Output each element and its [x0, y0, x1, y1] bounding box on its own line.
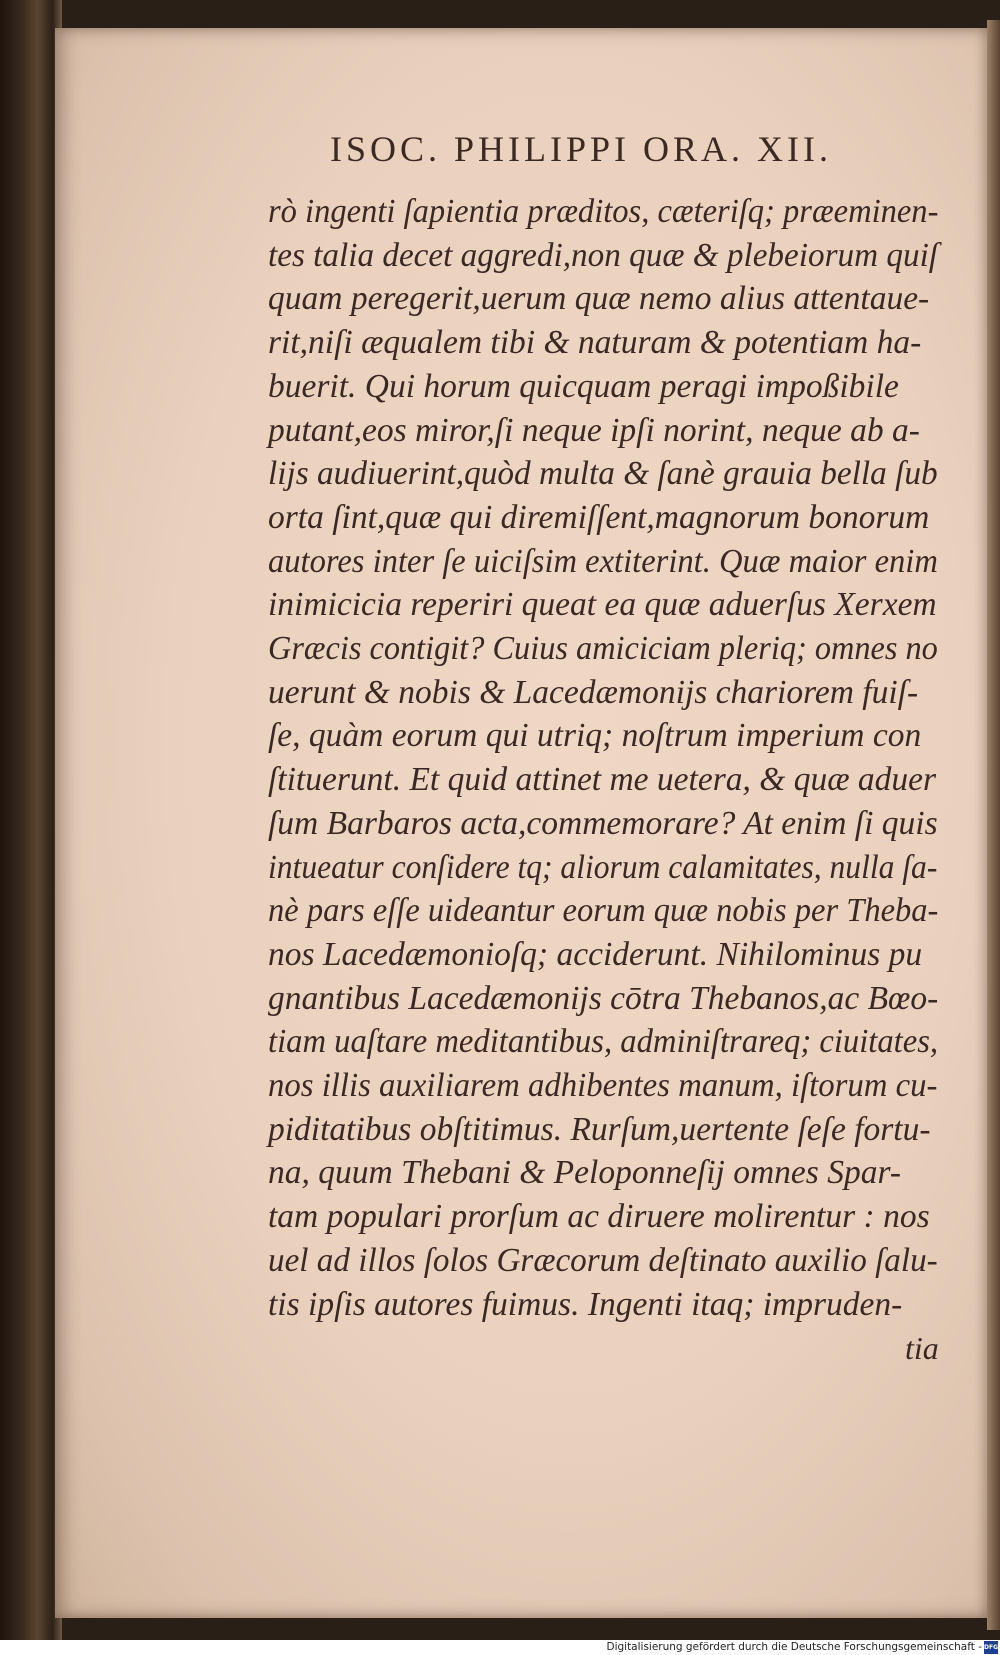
text-line: intueatur conſidere tq; aliorum calamitates, nulla ſa- — [268, 848, 938, 886]
text-line: orta ſint,quæ qui diremiſſent,magnorum bonorum — [268, 498, 930, 536]
text-line: tiam uaſtare meditantibus, adminiſtrareq; ciuitates, — [268, 1023, 939, 1061]
text-line: putant,eos miror,ſi neque ipſi norint, neque ab a- — [268, 411, 920, 449]
page-edge — [987, 20, 1000, 1630]
text-line: nos illis auxiliarem adhibentes manum, iſtorum cu- — [268, 1067, 938, 1105]
text-line: ſtituerunt. Et quid attinet me uetera, & quæ aduer — [268, 761, 937, 799]
text-line: lijs audiuerint,quòd multa & ſanè grauia bella ſub — [268, 455, 938, 493]
text-line: rò ingenti ſapientia præditos, cæteriſq; præeminen- — [268, 193, 939, 230]
text-line: gnantibus Lacedæmonijs cōtra Thebanos,ac Bœo- — [268, 979, 939, 1017]
text-line: uel ad illos ſolos Græcorum deſtinato auxilio ſalu- — [268, 1241, 938, 1279]
body-text — [268, 190, 938, 1326]
funding-notice: Digitalisierung gefördert durch die Deutsche Forschungsgemeinschaft - — [606, 1641, 982, 1653]
text-line: tis ipſis autores fuimus. Ingenti itaq; impruden- — [268, 1285, 903, 1323]
text-line: Græcis contigit? Cuius amiciciam pleriq; omnes no — [268, 630, 938, 668]
text-line: tam populari prorſum ac diruere molirentur : nos — [268, 1198, 930, 1236]
text-line: quam peregerit,uerum quæ nemo alius attentaue- — [268, 280, 930, 318]
text-line: nos Lacedæmonioſq; acciderunt. Nihilominus pu — [268, 935, 923, 973]
text-line: rit,niſi æqualem tibi & naturam & potentiam ha- — [268, 324, 922, 362]
text-line: tes talia decet aggredi,non quæ & plebeiorum quiſ — [268, 236, 939, 274]
text-line: buerit. Qui horum quicquam peragi impoßibile — [268, 367, 899, 405]
text-line: inimicicia reperiri queat ea quæ aduerſus Xerxem — [268, 586, 937, 624]
dfg-logo-icon: DFG — [984, 1641, 998, 1654]
book-spine — [0, 0, 62, 1640]
text-line: ſe, quàm eorum qui utriq; noſtrum imperium con — [268, 717, 922, 755]
footer-bar — [0, 1640, 1000, 1655]
catchword: tia — [905, 1330, 939, 1366]
running-header: ISOC. PHILIPPI ORA. XII. — [330, 129, 833, 169]
text-line: autores inter ſe uiciſsim extiterint. Quæ maior enim — [268, 542, 938, 580]
text-line: ſum Barbaros acta,commemorare? At enim ſi quis — [268, 804, 938, 842]
text-line: na, quum Thebani & Peloponneſij omnes Spar- — [268, 1154, 901, 1192]
text-line: nè pars eſſe uideantur eorum quæ nobis per Theba- — [268, 892, 939, 930]
text-line: uerunt & nobis & Lacedæmonijs chariorem fuiſ- — [268, 673, 919, 711]
text-line: piditatibus obſtitimus. Rurſum,uertente ſeſe fortu- — [268, 1110, 931, 1148]
